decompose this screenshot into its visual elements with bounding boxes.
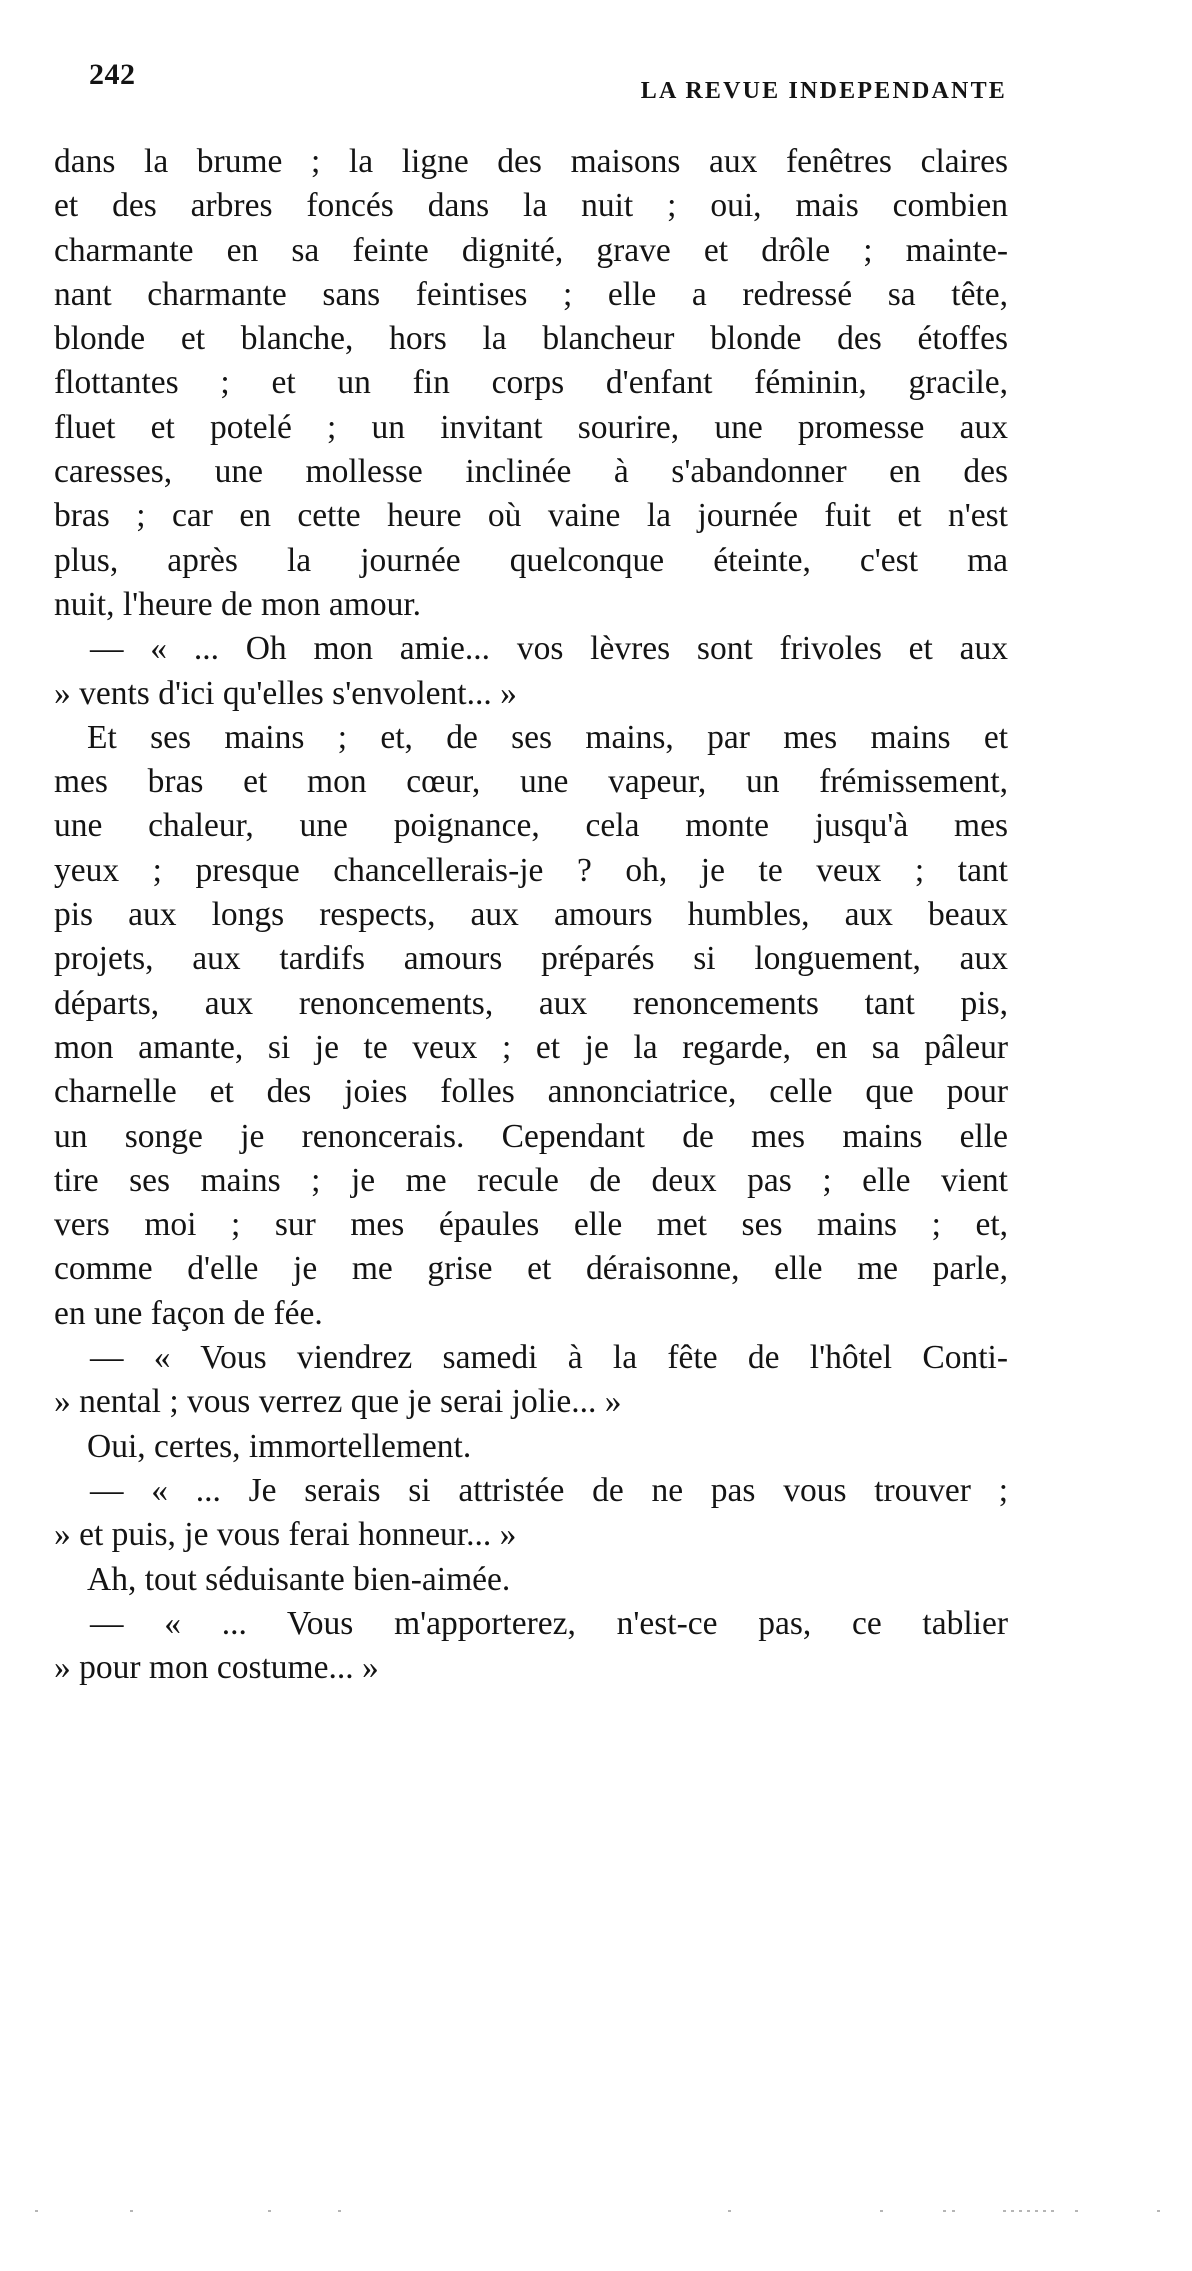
text-line: et des arbres foncés dans la nuit ; oui, mais combien [54,187,1008,225]
dialogue-line: — « Vous viendrez samedi à la fête de l'hôtel Conti- [90,1339,1008,1377]
text-line: tire ses mains ; je me recule de deux pas ; elle vient [54,1161,1008,1199]
text-line: nant charmante sans feintises ; elle a redressé sa tête, [54,275,1008,313]
text-line: caresses, une mollesse inclinée à s'abandonner en des [54,453,1008,491]
dialogue-continuation: » vents d'ici qu'elles s'envolent... » [54,674,517,712]
text-line: une chaleur, une poignance, cela monte jusqu'à mes [54,807,1008,845]
dialogue-continuation: » pour mon costume... » [54,1649,379,1687]
page-number: 242 [89,58,136,91]
text-line: en une façon de fée. [54,1294,323,1332]
text-line: dans la brume ; la ligne des maisons aux fenêtres claires [54,143,1008,180]
text-line: charnelle et des joies folles annonciatrice, celle que pour [54,1073,1008,1111]
text-line: blonde et blanche, hors la blancheur blonde des étoffes [54,320,1008,358]
dialogue-line: — « ... Oh mon amie... vos lèvres sont frivoles et aux [90,630,1008,668]
text-line: projets, aux tardifs amours préparés si longuement, aux [54,940,1008,978]
narration-line: Oui, certes, immortellement. [87,1427,472,1465]
text-line: charmante en sa feinte dignité, grave et drôle ; mainte- [54,231,1008,269]
paragraph-first-line: Et ses mains ; et, de ses mains, par mes mains et [87,718,1008,756]
text-line: vers moi ; sur mes épaules elle met ses mains ; et, [54,1206,1008,1244]
text-line: yeux ; presque chancellerais-je ? oh, je te veux ; tant [54,851,1008,889]
running-title: LA REVUE INDEPENDANTE [640,78,1007,104]
text-line: mes bras et mon cœur, une vapeur, un frémissement, [54,763,1008,801]
text-line: comme d'elle je me grise et déraisonne, elle me parle, [54,1250,1008,1288]
text-line: un songe je renoncerais. Cependant de mes mains elle [54,1117,1008,1155]
text-line: mon amante, si je te veux ; et je la regarde, en sa pâleur [54,1028,1008,1066]
text-line: nuit, l'heure de mon amour. [54,585,422,623]
text-line: flottantes ; et un fin corps d'enfant féminin, gracile, [54,364,1008,402]
body-text [54,140,1008,1690]
dialogue-line: — « ... Vous m'apporterez, n'est-ce pas, ce tablier [90,1604,1008,1642]
text-line: fluet et potelé ; un invitant sourire, une promesse aux [54,408,1008,446]
dialogue-continuation: » et puis, je vous ferai honneur... » [54,1516,517,1554]
dialogue-line: — « ... Je serais si attristée de ne pas vous trouver ; [90,1471,1008,1509]
text-line: bras ; car en cette heure où vaine la journée fuit et n'est [54,497,1008,535]
dialogue-continuation: » nental ; vous verrez que je serai jolie... » [54,1383,622,1421]
narration-line: Ah, tout séduisante bien-aimée. [87,1560,511,1598]
scan-noise-dots [0,2210,1192,2230]
text-line: départs, aux renoncements, aux renoncements tant pis, [54,984,1008,1022]
text-line: pis aux longs respects, aux amours humbles, aux beaux [54,896,1008,934]
text-line: plus, après la journée quelconque éteinte, c'est ma [54,541,1008,579]
